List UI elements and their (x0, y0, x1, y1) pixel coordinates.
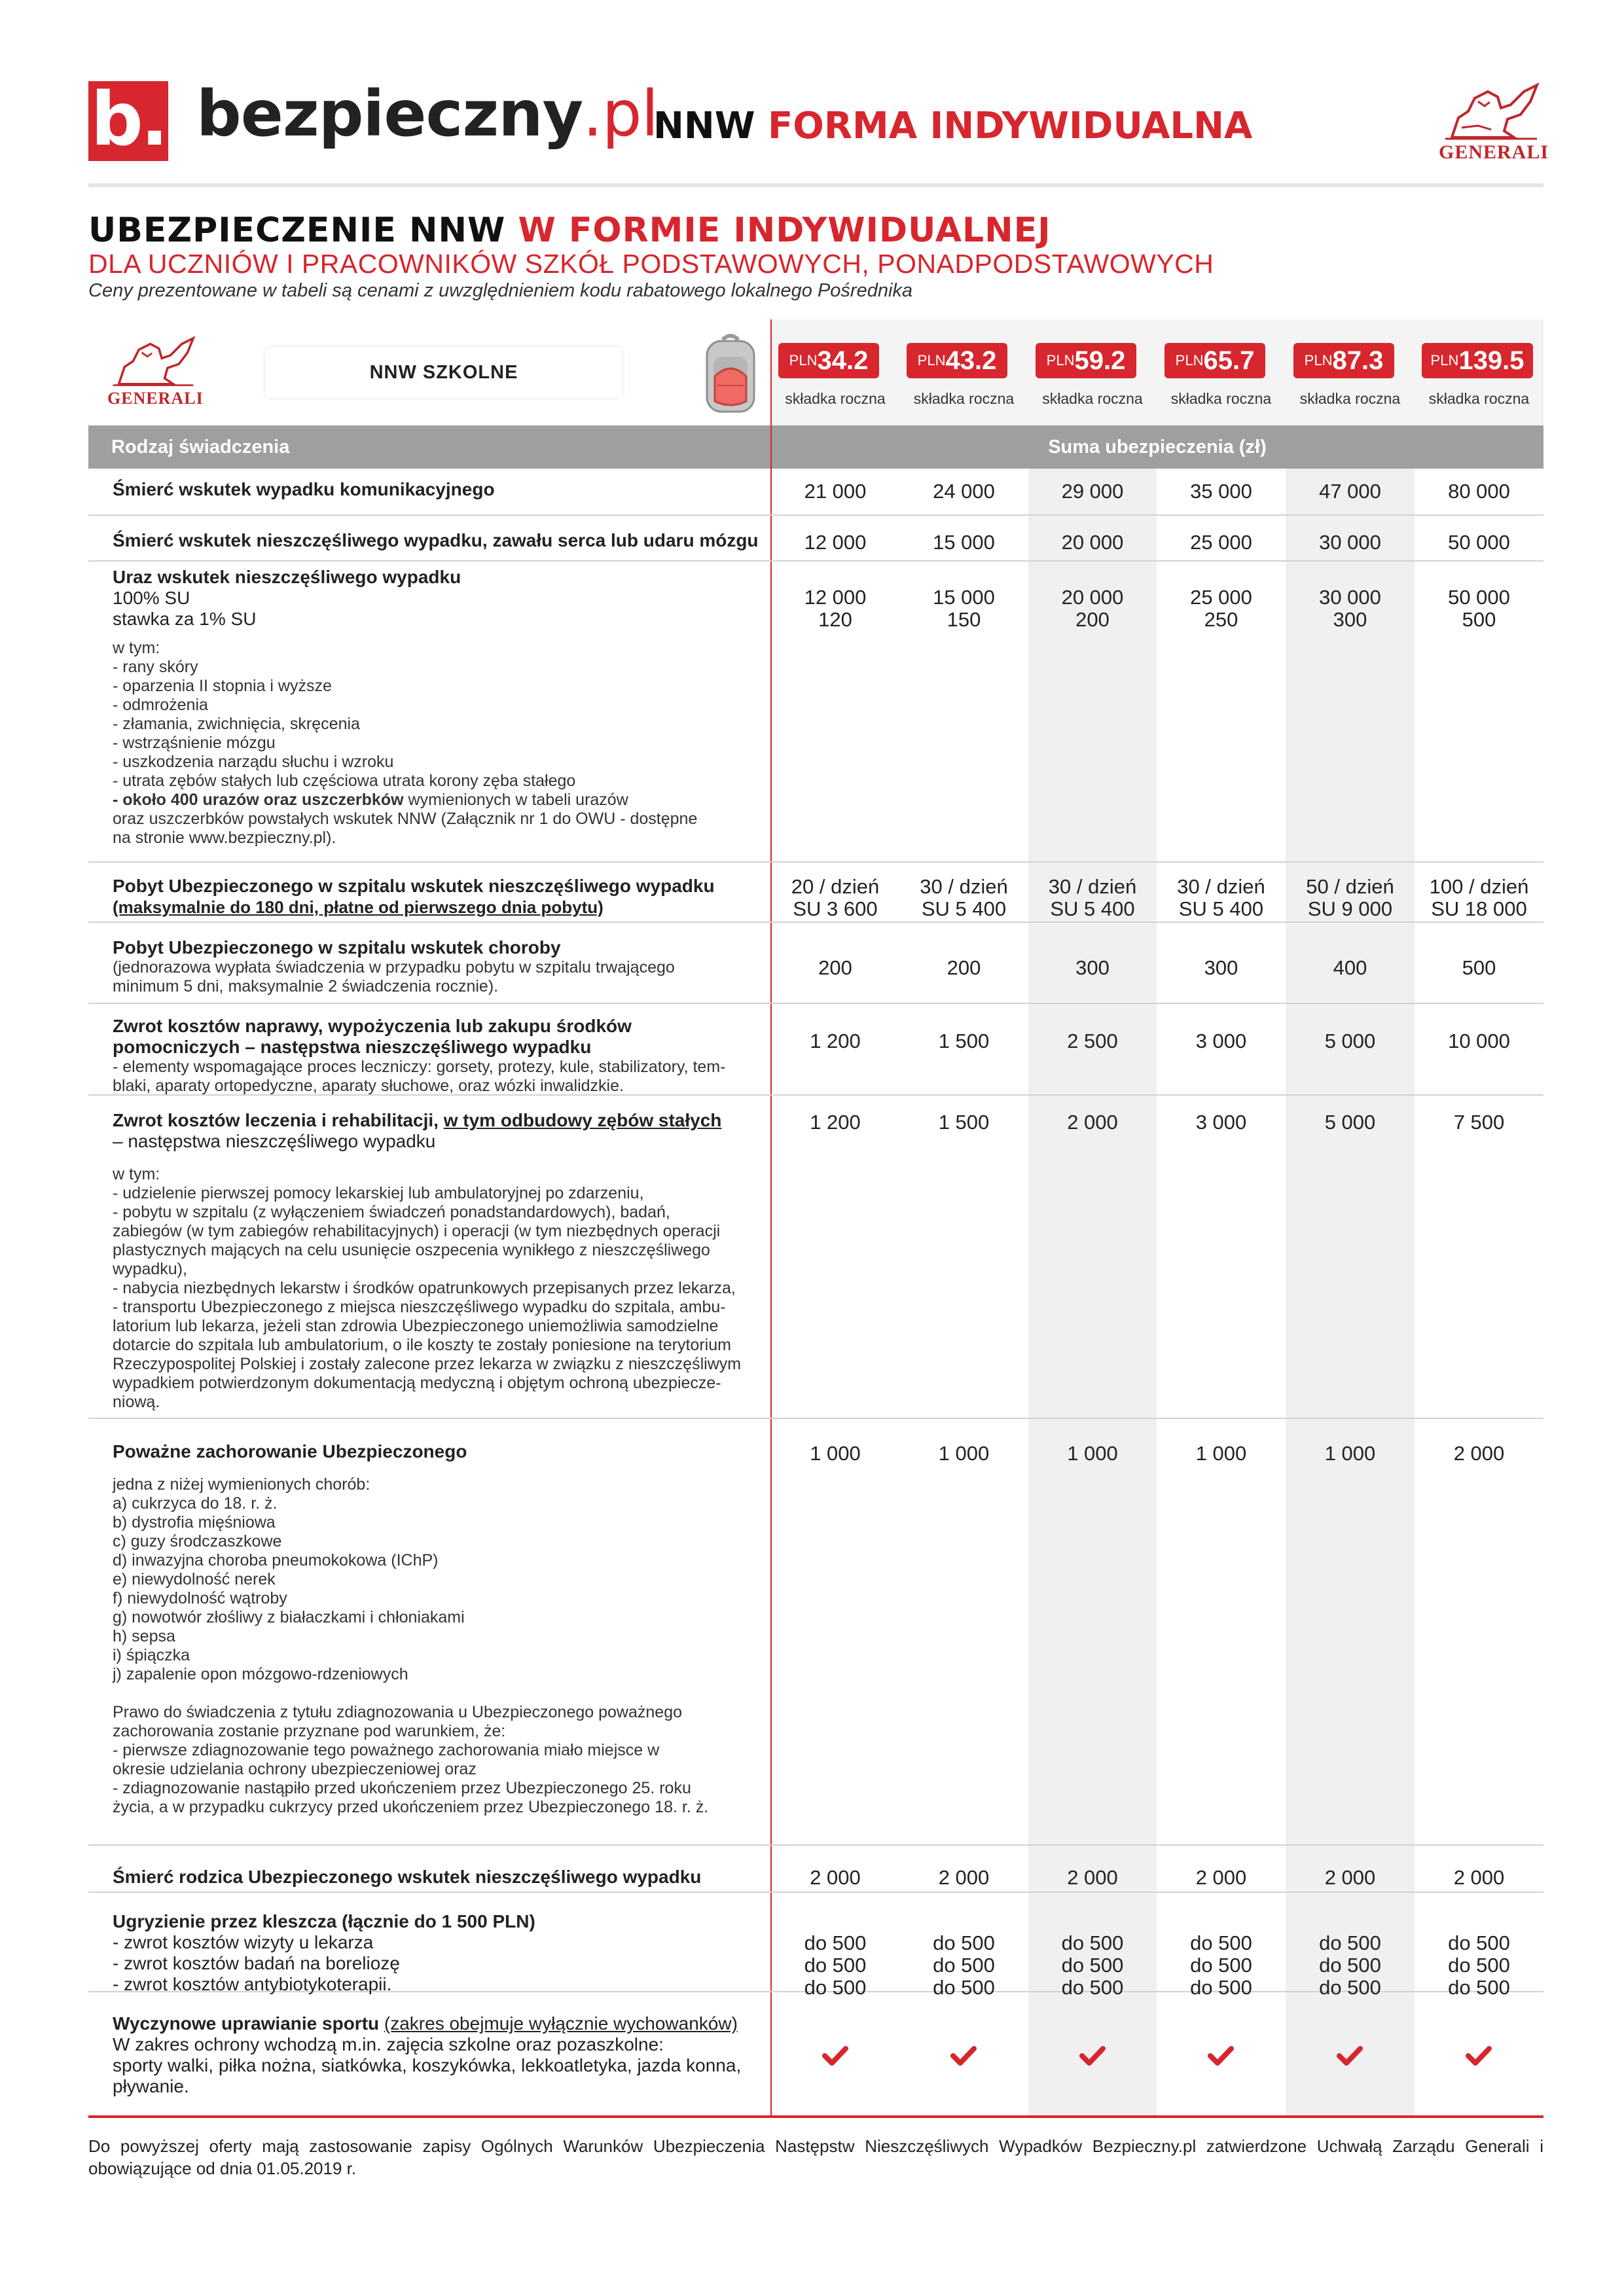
table-cell (1286, 586, 1415, 631)
table-cell: 400 (1333, 956, 1367, 979)
disease-item: b) dystrofia mięśniowa (113, 1513, 276, 1532)
price-note: Ceny prezentowane w tabeli są cenami z uwzględnieniem kodu rabatowego lokalnego Pośrednika (88, 280, 913, 301)
row-item: - zwrot kosztów wizyty u lekarza (113, 1932, 374, 1952)
cell-line: do 500 (804, 1931, 867, 1954)
disease-item: c) guzy środczaszkowe (113, 1532, 282, 1551)
row-title: Pobyt Ubezpieczonego w szpitalu wskutek choroby (113, 937, 561, 958)
price-value: 59.2 (1074, 346, 1126, 375)
table-cell (771, 1932, 899, 1999)
condition-line: Prawo do świadczenia z tytułu zdiagnozowania u Ubezpieczonego poważnego (113, 1703, 682, 1721)
row-desc: (jednorazowa wypłata świadczenia w przypadku pobytu w szpitalu trwającego (113, 958, 675, 977)
generali-wordmark: GENERALI (1439, 141, 1549, 163)
premium-label-1: składka roczna (785, 390, 886, 407)
cell-rate: 300 (1333, 608, 1367, 631)
desc-item: - utrata zębów stałych lub częściowa utrata korony zęba stałego (113, 772, 576, 790)
disease-item: e) niewydolność nerek (113, 1570, 276, 1588)
table-cell: 30 000 (1319, 531, 1381, 554)
condition-line: życia, a w przypadku cukrzycy przed ukończeniem przez Ubezpieczonego 18. r. ż. (113, 1798, 709, 1816)
desc-line: Rzeczypospolitej Polskiej i zostały zalecone przez lekarza w związku z nieszczęśliwym (113, 1355, 742, 1373)
row-title: pomocniczych – następstwa nieszczęśliwego wypadku (113, 1037, 592, 1057)
price-badge-2 (907, 343, 1007, 378)
cell-line: do 500 (1448, 1954, 1510, 1977)
desc-item: - oparzenia II stopnia i wyższe (113, 677, 332, 695)
table-cell (1028, 1932, 1157, 1999)
header-title-red: FORMA INDYWIDUALNA (768, 105, 1253, 147)
table-cell: 1 500 (938, 1030, 990, 1052)
desc-item: - odmrożenia (113, 696, 208, 714)
row-title: Śmierć rodzica Ubezpieczonego wskutek nieszczęśliwego wypadku (113, 1867, 702, 1887)
table-cell: 21 000 (804, 480, 867, 503)
row-desc: sporty walki, piłka nożna, siatkówka, koszykówka, lekkoatletyka, jazda konna, (113, 2055, 742, 2075)
check-icon (1079, 2045, 1106, 2067)
table-cell (1415, 1932, 1543, 1999)
row-title-underlined: (zakres obejmuje wyłącznie wychowanków) (384, 2013, 738, 2034)
table-cell (1415, 876, 1543, 920)
cell-rate: 200 (1075, 608, 1110, 631)
disease-item: j) zapalenie opon mózgowo-rdzeniowych (113, 1665, 408, 1683)
row-item: - zwrot kosztów badań na boreliozę (113, 1953, 400, 1973)
check-icon (1337, 2045, 1363, 2067)
cell-su: SU 9 000 (1307, 897, 1393, 920)
table-cell (1415, 586, 1543, 631)
price-badge-6 (1422, 343, 1533, 378)
cell-line: do 500 (1190, 1954, 1252, 1977)
condition-line: - zdiagnozowanie nastąpiło przed ukończeniem przez Ubezpieczonego 25. roku (113, 1779, 691, 1797)
desc-line: - pobytu w szpitalu (z wyłączeniem świadczeń ponadstandardowych), badań, (113, 1203, 670, 1221)
table-cell: 3 000 (1195, 1111, 1247, 1134)
column-header-benefit: Rodzaj świadczenia (111, 437, 290, 457)
cell-line: do 500 (1319, 1931, 1381, 1954)
disease-item: i) śpiączka (113, 1646, 190, 1664)
table-row-title (113, 937, 767, 996)
row-title: Zwrot kosztów naprawy, wypożyczenia lub zakupu środków (113, 1016, 632, 1036)
table-cell: 10 000 (1448, 1030, 1510, 1052)
table-cell: 1 000 (1067, 1442, 1118, 1465)
premium-label-5: składka roczna (1299, 390, 1401, 407)
table-cell (771, 876, 899, 920)
table-cell: 24 000 (933, 480, 995, 503)
cell-su: SU 5 400 (1178, 897, 1264, 920)
row-divider (88, 1418, 1543, 1419)
table-cell (899, 1932, 1028, 1999)
table-cell: 2 500 (1067, 1030, 1118, 1052)
row-title: Ugryzienie przez kleszcza (łącznie do 1 500 PLN) (113, 1911, 535, 1931)
cell-rate: 500 (1462, 608, 1496, 631)
table-cell: 1 200 (810, 1111, 861, 1134)
table-cell: 5 000 (1324, 1111, 1376, 1134)
table-cell: 2 000 (1453, 1866, 1505, 1889)
header-title-dark: NNW (653, 105, 755, 147)
row-divider (88, 1892, 1543, 1893)
price-value: 87.3 (1332, 346, 1384, 375)
price-value: 43.2 (945, 346, 997, 375)
table-row-title (113, 2013, 767, 2097)
cell-line: do 500 (1319, 1976, 1381, 1999)
table-cell: 1 500 (938, 1111, 990, 1134)
row-title: Pobyt Ubezpieczonego w szpitalu wskutek nieszczęśliwego wypadku (113, 876, 715, 896)
table-cell: 500 (1462, 956, 1496, 979)
cell-rate: 250 (1204, 608, 1238, 631)
desc-item: - złamania, zwichnięcia, skręcenia (113, 715, 360, 733)
desc-line: - transportu Ubezpieczonego z miejsca nieszczęśliwego wypadku do szpitala, ambu- (113, 1298, 726, 1316)
desc-intro: w tym: (113, 639, 160, 657)
cell-line: do 500 (804, 1976, 867, 1999)
row-line: 100% SU (113, 588, 190, 608)
disease-item: f) niewydolność wątroby (113, 1589, 287, 1607)
table-cell: 2 000 (1067, 1111, 1118, 1134)
table-cell (771, 586, 899, 631)
desc-line: - nabycia niezbędnych lekarstw i środków opatrunkowych przepisanych przez lekarza, (113, 1279, 736, 1297)
table-row-title (113, 1441, 767, 1817)
cell-rate: 120 (818, 608, 852, 631)
cell-day: 100 / dzień (1429, 875, 1529, 898)
page-title-red: W FORMIE INDYWIDUALNEJ (518, 211, 1051, 250)
row-title-main: Zwrot kosztów leczenia i rehabilitacji, (113, 1110, 444, 1130)
brand-logo-mark: b. (88, 81, 168, 161)
table-cell (1286, 1932, 1415, 1999)
page-title (88, 211, 1051, 250)
table-row-title (113, 1867, 767, 1888)
header-title (653, 105, 1252, 147)
condition-line: - pierwsze zdiagnozowanie tego poważnego zachorowania miało miejsce w (113, 1741, 660, 1759)
spacer (113, 1684, 767, 1703)
generali-logo (1439, 79, 1549, 164)
condition-line: zachorowania zostanie przyznane pod warunkiem, że: (113, 1722, 506, 1740)
table-cell: 3 000 (1195, 1030, 1247, 1052)
cell-line: do 500 (1448, 1931, 1510, 1954)
desc-rest: wymienionych w tabeli urazów (403, 791, 628, 809)
row-divider (88, 1844, 1543, 1846)
table-row-title (113, 1110, 767, 1412)
desc-line: niową. (113, 1393, 160, 1411)
cell-su: 15 000 (933, 586, 995, 609)
row-title: Śmierć wskutek wypadku komunikacyjnego (113, 479, 495, 499)
cell-line: do 500 (1190, 1976, 1252, 1999)
table-cell (1028, 876, 1157, 920)
currency-label: PLN (1175, 352, 1204, 368)
table-cell: 1 000 (1324, 1442, 1376, 1465)
cell-day: 30 / dzień (1177, 875, 1265, 898)
table-cell: 2 000 (810, 1866, 861, 1889)
cell-line: do 500 (933, 1931, 995, 1954)
row-title: Śmierć wskutek nieszczęśliwego wypadku, zawału serca lub udaru mózgu (113, 530, 759, 550)
desc-item: na stronie www.bezpieczny.pl). (113, 829, 336, 847)
price-badge-3 (1036, 343, 1136, 378)
disease-item: d) inwazyjna choroba pneumokokowa (IChP) (113, 1551, 439, 1570)
cell-line: do 500 (933, 1954, 995, 1977)
row-desc: W zakres ochrony wchodzą m.in. zajęcia szkolne oraz pozaszkolne: (113, 2034, 664, 2054)
row-desc: - elementy wspomagające proces leczniczy: gorsety, protezy, kule, stabilizatory, tem- (113, 1058, 726, 1076)
check-icon (1208, 2045, 1234, 2067)
brand-name: bezpieczny (196, 77, 583, 151)
product-label: NNW SZKOLNE (265, 347, 623, 398)
cell-su: 50 000 (1448, 586, 1510, 609)
row-title: Uraz wskutek nieszczęśliwego wypadku (113, 567, 461, 587)
table-cell: 80 000 (1448, 480, 1510, 503)
cell-su: 20 000 (1061, 586, 1124, 609)
cell-line: do 500 (804, 1954, 867, 1977)
currency-label: PLN (1430, 352, 1459, 368)
desc-line: wypadku), (113, 1260, 187, 1278)
desc-line: zabiegów (w tym zabiegów rehabilitacyjnych) i operacji (w tym niezbędnych operacji (113, 1222, 721, 1240)
desc-item: - rany skóry (113, 658, 198, 676)
generali-table-wordmark: GENERALI (107, 389, 204, 408)
premium-label-4: składka roczna (1170, 390, 1272, 407)
desc-item: - wstrząśnienie mózgu (113, 734, 276, 752)
currency-label: PLN (789, 352, 818, 368)
row-desc (113, 1475, 767, 1817)
column-header-sum: Suma ubezpieczenia (zł) (1048, 437, 1267, 457)
table-cell: 15 000 (933, 531, 995, 554)
table-cell: 12 000 (804, 531, 867, 554)
disease-item: a) cukrzyca do 18. r. ż. (113, 1494, 278, 1513)
cell-line: do 500 (933, 1976, 995, 1999)
table-cell: 29 000 (1061, 480, 1124, 503)
check-icon (1466, 2045, 1492, 2067)
premium-label-2: składka roczna (913, 390, 1015, 407)
table-cell (1157, 1932, 1286, 1999)
row-title-underlined: w tym odbudowy zębów stałych (443, 1110, 722, 1130)
footer-note: Do powyższej oferty mają zastosowanie zapisy Ogólnych Warunków Ubezpieczenia Następstw Nieszczęśliwych Wypadków Bezpieczny.pl zatwierdzone Uchwałą Zarządu Generali i obowiązujące od dnia 01.05.2019 r. (88, 2136, 1543, 2178)
currency-label: PLN (1046, 352, 1075, 368)
table-cell (899, 586, 1028, 631)
check-icon (950, 2045, 977, 2067)
row-title: Poważne zachorowanie Ubezpieczonego (113, 1441, 467, 1462)
row-title-main: Wyczynowe uprawianie sportu (113, 2013, 384, 2034)
row-divider (88, 922, 1543, 923)
table-row-title (113, 876, 767, 918)
disease-item: g) nowotwór złośliwy z białaczkami i chłoniakami (113, 1608, 465, 1626)
price-value: 65.7 (1203, 346, 1255, 375)
disease-item: h) sepsa (113, 1627, 175, 1645)
table-cell: 1 000 (1195, 1442, 1247, 1465)
table-row-title (113, 1016, 767, 1096)
cell-su: 12 000 (804, 586, 867, 609)
table-cell: 35 000 (1190, 480, 1252, 503)
page-title-dark: UBEZPIECZENIE NNW (88, 211, 506, 250)
currency-label: PLN (917, 352, 946, 368)
cell-su: SU 5 400 (1050, 897, 1135, 920)
table-cell (1157, 586, 1286, 631)
table-row-title (113, 530, 767, 551)
table-row-title (113, 1911, 767, 1995)
row-desc (113, 639, 767, 848)
generali-lion-icon (1439, 79, 1543, 141)
cell-day: 30 / dzień (920, 875, 1008, 898)
cell-line: do 500 (1061, 1931, 1124, 1954)
cell-su: 25 000 (1190, 586, 1252, 609)
generali-table-logo (107, 332, 204, 411)
brand-suffix: .pl (583, 77, 659, 151)
cell-day: 50 / dzień (1306, 875, 1394, 898)
table-row-title (113, 567, 767, 848)
table-cell: 1 200 (810, 1030, 861, 1052)
desc-item: - uszkodzenia narządu słuchu i wzroku (113, 753, 394, 771)
desc-line: latorium lub lekarza, jeżeli stan zdrowia Ubezpieczonego uniemożliwia samodzielne (113, 1317, 719, 1335)
desc-intro: jedna z niżej wymienionych chorób: (113, 1475, 370, 1494)
premium-label-6: składka roczna (1428, 390, 1530, 407)
price-value: 139.5 (1458, 346, 1525, 375)
table-cell: 2 000 (1324, 1866, 1376, 1889)
desc-line: plastycznych mających na celu usunięcie oszpecenia wynikłego z nieszczęśliwego (113, 1241, 710, 1259)
cell-line: do 500 (1061, 1954, 1124, 1977)
generali-lion-small-icon (107, 332, 199, 387)
price-badge-5 (1293, 343, 1394, 378)
table-cell: 1 000 (810, 1442, 861, 1465)
cell-line: do 500 (1190, 1931, 1252, 1954)
table-cell: 47 000 (1319, 480, 1381, 503)
desc-item (113, 791, 767, 810)
cell-rate: 150 (947, 608, 981, 631)
table-cell (1286, 876, 1415, 920)
desc-line: - udzielenie pierwszej pomocy lekarskiej lub ambulatoryjnej po zdarzeniu, (113, 1184, 644, 1202)
cell-day: 20 / dzień (791, 875, 880, 898)
row-title (113, 2013, 767, 2034)
price-badge-1 (778, 343, 879, 378)
header-divider (88, 183, 1543, 187)
table-cell: 2 000 (938, 1866, 990, 1889)
table-cell: 20 000 (1061, 531, 1124, 554)
table-cell: 200 (818, 956, 852, 979)
desc-intro: w tym: (113, 1165, 160, 1183)
row-item: - zwrot kosztów antybiotykoterapii. (113, 1974, 392, 1994)
table-cell (1028, 586, 1157, 631)
row-divider (88, 560, 1543, 562)
row-divider (88, 861, 1543, 863)
table-cell: 2 000 (1067, 1866, 1118, 1889)
price-value: 34.2 (817, 346, 869, 375)
row-title (113, 1110, 767, 1131)
table-cell: 50 000 (1448, 531, 1510, 554)
table-cell: 300 (1075, 956, 1110, 979)
cell-su: 30 000 (1319, 586, 1381, 609)
price-badge-4 (1164, 343, 1265, 378)
table-cell: 200 (947, 956, 981, 979)
desc-item: oraz uszczerbków powstałych wskutek NNW (Załącznik nr 1 do OWU - dostępne (113, 810, 698, 828)
cell-day: 30 / dzień (1048, 875, 1137, 898)
backpack-icon (698, 331, 763, 417)
desc-line: dotarcie do szpitala lub ambulatorium, o ile koszty te zostały poniesione na terytorium (113, 1336, 731, 1354)
row-line: stawka za 1% SU (113, 609, 257, 629)
cell-su: SU 18 000 (1431, 897, 1527, 920)
premium-label-3: składka roczna (1042, 390, 1143, 407)
row-title-cont: – następstwa nieszczęśliwego wypadku (113, 1131, 436, 1151)
row-desc: blaki, aparaty ortopedyczne, aparaty słuchowe, oraz wózki inwalidzkie. (113, 1077, 624, 1095)
row-desc: pływanie. (113, 2076, 189, 2096)
table-cell: 2 000 (1195, 1866, 1247, 1889)
table-cell (899, 876, 1028, 920)
table-cell: 25 000 (1190, 531, 1252, 554)
table-cell (1157, 876, 1286, 920)
row-desc: minimum 5 dni, maksymalnie 2 świadczenia rocznie). (113, 977, 499, 996)
table-cell: 300 (1204, 956, 1238, 979)
condition-line: okresie udzielania ochrony ubezpieczeniowej oraz (113, 1760, 477, 1778)
table-cell: 5 000 (1324, 1030, 1376, 1052)
table-cell: 2 000 (1453, 1442, 1505, 1465)
desc-bold: - około 400 urazów oraz uszczerbków (113, 791, 404, 809)
currency-label: PLN (1304, 352, 1333, 368)
row-divider (88, 1003, 1543, 1004)
cell-su: SU 3 600 (793, 897, 878, 920)
row-desc (113, 1165, 767, 1412)
brand-logo-text (196, 77, 658, 151)
desc-line: wypadkiem potwierdzonym dokumentacją medyczną i objętym ochroną ubezpiecze- (113, 1374, 721, 1392)
row-divider (88, 514, 1543, 516)
table-cell: 1 000 (938, 1442, 990, 1465)
table-row-title (113, 479, 767, 500)
cell-line: do 500 (1448, 1976, 1510, 1999)
cell-su: SU 5 400 (921, 897, 1007, 920)
check-icon (822, 2045, 848, 2067)
cell-line: do 500 (1061, 1976, 1124, 1999)
table-bottom-rule (88, 2115, 1543, 2118)
cell-line: do 500 (1319, 1954, 1381, 1977)
page-subtitle: DLA UCZNIÓW I PRACOWNIKÓW SZKÓŁ PODSTAWOWYCH, PONADPODSTAWOWYCH (88, 249, 1214, 279)
row-subtitle: (maksymalnie do 180 dni, płatne od pierwszego dnia pobytu) (113, 897, 604, 917)
table-cell: 7 500 (1453, 1111, 1505, 1134)
